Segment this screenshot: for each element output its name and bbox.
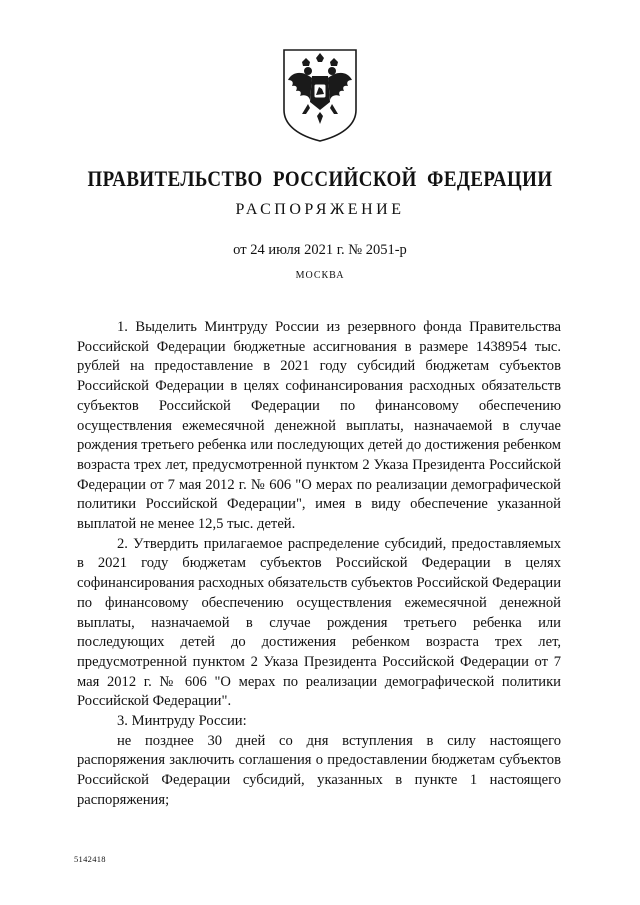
russian-coat-of-arms-icon	[278, 44, 362, 144]
document-code: 5142418	[74, 854, 106, 864]
document-date-number: от 24 июля 2021 г. № 2051-р	[233, 242, 407, 258]
document-body	[77, 318, 561, 811]
document-city: МОСКВА	[295, 270, 345, 281]
paragraph-2: 2. Утвердить прилагаемое распределение субсидий, предоставляемых в 2021 году бюджетам субъектов Российской Федерации в целях софинансирования расходных обязательств субъектов Российской Федерации по финансовому обеспечению осуществления ежемесячной денежной выплаты, назначаемой в случае рождения третьего ребенка или последующих детей до достижения ребенком возраста трех лет, предусмотренной пунктом 2 Указа Президента Российской Федерации от 7 мая 2012 г. № 606 "О мерах по реализации демографической политики Российской Федерации".	[77, 535, 561, 710]
document-type: РАСПОРЯЖЕНИЕ	[235, 201, 405, 218]
paragraph-4: не позднее 30 дней со дня вступления в силу настоящего распоряжения заключить соглашения о предоставлении бюджетам субъектов Российской Федерации субсидий, указанных в пункте 1 настоящего распоряжения;	[77, 732, 561, 808]
paragraph-3: 3. Минтруду России:	[117, 713, 247, 730]
organization-title: ПРАВИТЕЛЬСТВО РОССИЙСКОЙ ФЕДЕРАЦИИ	[87, 166, 553, 191]
paragraph-1: 1. Выделить Минтруду России из резервного фонда Правительства Российской Федерации бюджетные ассигнования в размере 1438954 тыс. рублей на предоставление в 2021 году субсидий бюджетам субъектов Российской Федерации в целях софинансирования расходных обязательств субъектов Российской Федерации по финансовому обеспечению осуществления ежемесячной денежной выплаты, назначаемой в случае рождения третьего ребенка или последующих детей до достижения ребенком возраста трех лет, предусмотренной пунктом 2 Указа Президента Российской Федерации от 7 мая 2012 г. № 606 "О мерах по реализации демографической политики Российской Федерации", имея в виду обеспечение указанной выплатой не менее 12,5 тыс. детей.	[77, 319, 561, 533]
